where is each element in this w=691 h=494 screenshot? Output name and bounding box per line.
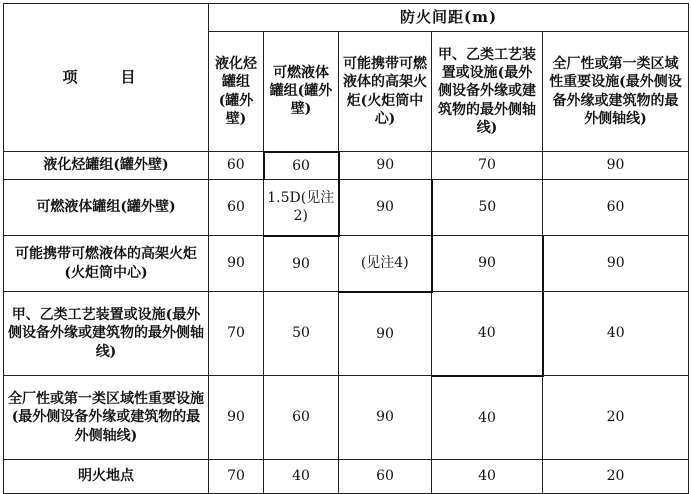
fire-distance-table-container — [3, 3, 689, 494]
row-header: 明火地点 — [4, 460, 209, 494]
table-cell: 90 — [543, 236, 689, 292]
table-cell: 60 — [264, 152, 339, 180]
table-cell: 60 — [209, 180, 264, 236]
column-header-elevated-flare: 可能携带可燃液体的高架火炬(火炬筒中心) — [339, 32, 432, 152]
column-header-flammable-liquid-tank: 可燃液体罐组(罐外壁) — [264, 32, 339, 152]
item-header: 项 目 — [4, 4, 209, 152]
table-cell: 40 — [432, 292, 543, 376]
table-row — [4, 152, 689, 180]
table-cell: 70 — [209, 460, 264, 494]
column-header-lpg-tank: 液化烃罐组(罐外壁) — [209, 32, 264, 152]
table-cell: 50 — [432, 180, 543, 236]
table-cell: 40 — [264, 460, 339, 494]
column-header-process-unit: 甲、乙类工艺装置或设施(最外侧设备外缘或建筑物的最外侧轴线) — [432, 32, 543, 152]
table-cell: 90 — [339, 376, 432, 460]
row-header: 全厂性或第一类区域性重要设施(最外侧设备外缘或建筑物的最外侧轴线) — [4, 376, 209, 460]
table-cell: 60 — [209, 152, 264, 180]
table-cell: 40 — [432, 376, 543, 460]
table-row — [4, 460, 689, 494]
table-cell: 90 — [209, 236, 264, 292]
table-cell: 40 — [543, 292, 689, 376]
table-row — [4, 292, 689, 376]
table-cell: 1.5D(见注2) — [264, 180, 339, 236]
table-row — [4, 376, 689, 460]
table-cell: 60 — [339, 460, 432, 494]
table-cell: (见注4) — [339, 236, 432, 292]
table-row — [4, 236, 689, 292]
row-header: 甲、乙类工艺装置或设施(最外侧设备外缘或建筑物的最外侧轴线) — [4, 292, 209, 376]
table-cell: 70 — [209, 292, 264, 376]
table-cell: 90 — [339, 292, 432, 376]
table-cell: 50 — [264, 292, 339, 376]
row-header: 可燃液体罐组(罐外壁) — [4, 180, 209, 236]
table-cell: 40 — [432, 460, 543, 494]
row-header: 液化烃罐组(罐外壁) — [4, 152, 209, 180]
table-row — [4, 180, 689, 236]
table-cell: 90 — [209, 376, 264, 460]
table-cell: 90 — [339, 180, 432, 236]
table-cell: 90 — [432, 236, 543, 292]
table-cell: 60 — [543, 180, 689, 236]
table-cell: 90 — [339, 152, 432, 180]
table-cell: 90 — [264, 236, 339, 292]
fire-distance-header: 防火间距(m) — [209, 4, 689, 32]
fire-distance-table — [3, 3, 689, 494]
table-cell: 60 — [264, 376, 339, 460]
column-header-important-facility: 全厂性或第一类区域性重要设施(最外侧设备外缘或建筑物的最外侧轴线) — [543, 32, 689, 152]
header-row-top — [4, 4, 689, 32]
table-cell: 20 — [543, 460, 689, 494]
row-header: 可能携带可燃液体的高架火炬(火炬筒中心) — [4, 236, 209, 292]
table-cell: 20 — [543, 376, 689, 460]
table-cell: 90 — [543, 152, 689, 180]
table-cell: 70 — [432, 152, 543, 180]
